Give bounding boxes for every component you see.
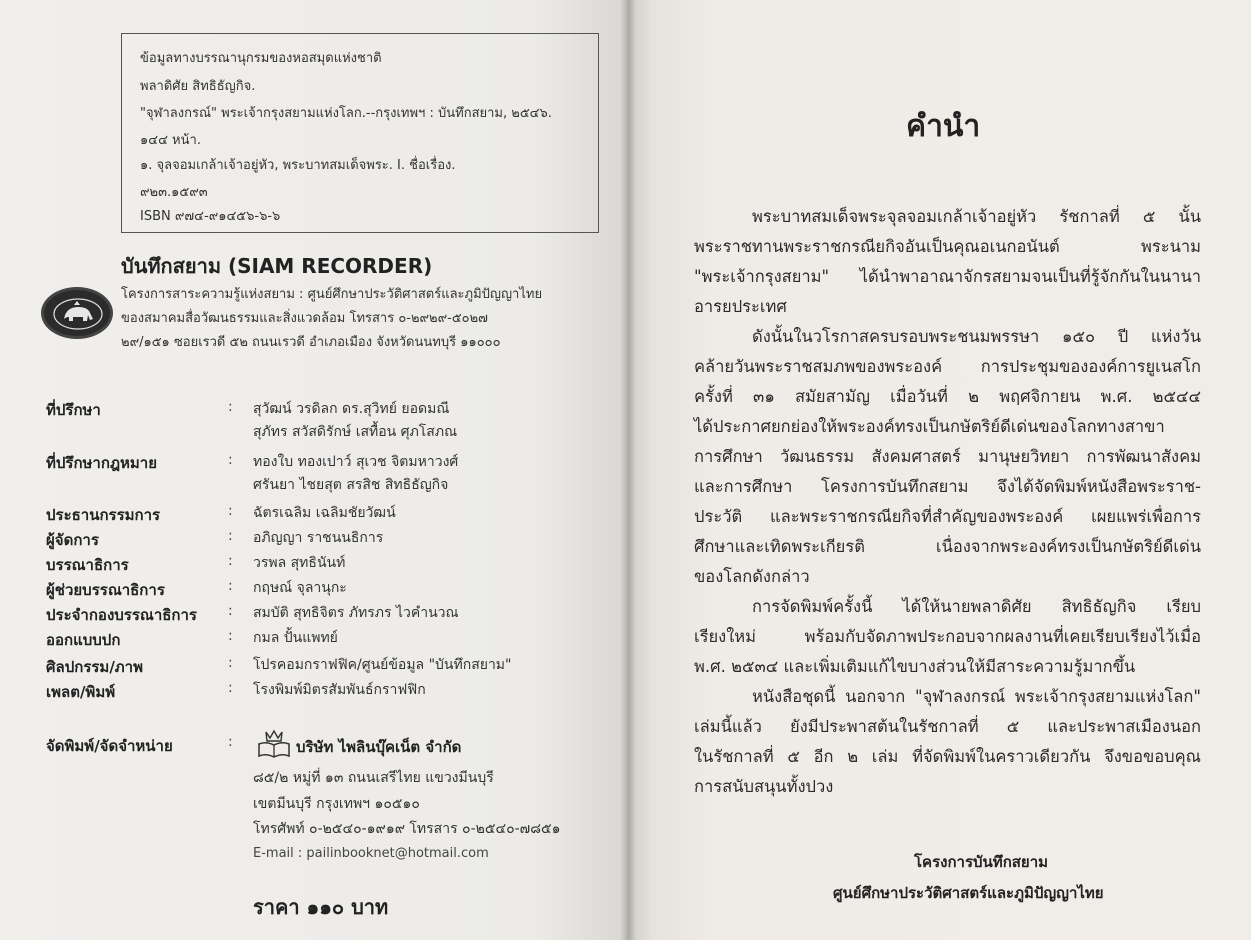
cip-classification: ๙๒๓.๑๕๙๓ bbox=[140, 185, 208, 200]
cip-isbn: ISBN ๙๗๔-๙๑๔๕๖-๖-๖ bbox=[140, 209, 281, 224]
cip-heading: ข้อมูลทางบรรณานุกรมของหอสมุดแห่งชาติ bbox=[140, 51, 382, 66]
foreword-heading: คำนำ bbox=[906, 109, 981, 144]
imprint-line-3: ๒๙/๑๕๑ ซอยเรวดี ๕๒ ถนนเรวดี อำเภอเมือง จังหวัดนนทบุรี ๑๑๐๐๐ bbox=[121, 335, 501, 350]
cip-author: พลาดิศัย สิทธิธัญกิจ. bbox=[140, 79, 256, 94]
credit-colon: : bbox=[228, 680, 233, 696]
credit-label-artwork: ศิลปกรรม/ภาพ bbox=[46, 658, 143, 676]
credit-value: สมบัติ สุทธิจิตร ภัทรภร ไวคำนวณ bbox=[253, 605, 459, 621]
credit-value: กมล ปั้นแพทย์ bbox=[253, 630, 338, 646]
credit-value: สุวัฒน์ วรดิลก ดร.สุวิทย์ ยอดมณี bbox=[253, 401, 450, 417]
credit-value: โรงพิมพ์มิตรสัมพันธ์กราฟฟิก bbox=[253, 682, 426, 698]
credit-label-editor: บรรณาธิการ bbox=[46, 556, 129, 574]
foreword-line: หนังสือชุดนี้ นอกจาก "จุฬาลงกรณ์ พระเจ้ากรุงสยามแห่งโลก" bbox=[752, 687, 1201, 706]
foreword-line: การจัดพิมพ์ครั้งนี้ ได้ให้นายพลาดิศัย สิทธิธัญกิจ เรียบ bbox=[752, 597, 1201, 616]
foreword-line: พ.ศ. ๒๕๓๔ และเพิ่มเติมแก้ไขบางส่วนให้มีสาระความรู้มากขึ้น bbox=[694, 657, 1136, 676]
price: ราคา ๑๑๐ บาท bbox=[253, 895, 389, 919]
foreword-line: ดังนั้นในวโรกาสครบรอบพระชนมพรรษา ๑๕๐ ปี แห่งวัน bbox=[752, 327, 1201, 346]
credit-value: สุภัทร สวัสดิรักษ์ เสทื้อน ศุภโสภณ bbox=[253, 424, 458, 440]
foreword-line: คล้ายวันพระราชสมภพของพระองค์ การประชุมขององค์การยูเนสโก bbox=[694, 357, 1201, 376]
foreword-line: อารยประเทศ bbox=[694, 297, 787, 316]
imprint-line-1: โครงการสาระความรู้แห่งสยาม : ศูนย์ศึกษาประวัติศาสตร์และภูมิปัญญาไทย bbox=[121, 287, 543, 302]
credit-value: โปรคอมกราฟฟิค/ศูนย์ข้อมูล "บันทึกสยาม" bbox=[253, 657, 512, 673]
foreword-line: ในรัชกาลที่ ๕ อีก ๒ เล่ม ที่จัดพิมพ์ในคราวเดียวกัน จึงขอขอบคุณ bbox=[694, 747, 1201, 766]
credit-label-advisors: ที่ปรึกษา bbox=[46, 401, 101, 419]
credit-label-editorial-staff: ประจำกองบรรณาธิการ bbox=[46, 606, 197, 624]
credit-label-cover-design: ออกแบบปก bbox=[46, 631, 121, 649]
credit-colon: : bbox=[228, 578, 233, 594]
credit-value: ทองใบ ทองเปาว์ สุเวช จิตมหาวงศ์ bbox=[253, 454, 459, 470]
foreword-line: พระบาทสมเด็จพระจุลจอมเกล้าเจ้าอยู่หัว รัชกาลที่ ๕ นั้น bbox=[752, 207, 1201, 226]
credit-value: วรพล สุทธินันท์ bbox=[253, 555, 346, 571]
credit-colon: : bbox=[228, 603, 233, 619]
credit-colon: : bbox=[228, 503, 233, 519]
credit-colon: : bbox=[228, 399, 233, 415]
foreword-line: พระราชทานพระราชกรณียกิจอันเป็นคุณอเนกอนันต์ พระนาม bbox=[694, 237, 1201, 256]
publisher-address-2: เขตมีนบุรี กรุงเทพฯ ๑๐๕๑๐ bbox=[253, 796, 420, 812]
foreword-line: การศึกษา วัฒนธรรม สังคมศาสตร์ มานุษยวิทยา การพัฒนาสังคม bbox=[694, 447, 1201, 466]
credit-value: อภิญญา ราชนนธิการ bbox=[253, 530, 384, 546]
foreword-line: ของโลกดังกล่าว bbox=[694, 567, 810, 586]
signature-project: โครงการบันทึกสยาม bbox=[914, 853, 1049, 871]
foreword-line: การสนับสนุนทั้งปวง bbox=[694, 777, 834, 796]
foreword-line: และการศึกษา โครงการบันทึกสยาม จึงได้จัดพิมพ์หนังสือพระราช- bbox=[694, 477, 1201, 496]
publisher-address-1: ๘๕/๒ หมู่ที่ ๑๓ ถนนเสรีไทย แขวงมีนบุรี bbox=[253, 770, 494, 786]
imprint-line-2: ของสมาคมสื่อวัฒนธรรมและสิ่งแวดล้อม โทรสาร ๐-๒๙๒๙-๕๐๒๗ bbox=[121, 311, 488, 326]
foreword-line: ครั้งที่ ๓๑ สมัยสามัญ เมื่อวันที่ ๒ พฤศจิกายน พ.ศ. ๒๕๔๔ bbox=[694, 387, 1201, 406]
imprint-title: บันทึกสยาม (SIAM RECORDER) bbox=[121, 254, 433, 278]
elephant-seal-icon bbox=[41, 287, 113, 339]
credit-label-legal: ที่ปรึกษากฎหมาย bbox=[46, 454, 157, 472]
credit-colon: : bbox=[228, 553, 233, 569]
publisher-email: E-mail : pailinbooknet@hotmail.com bbox=[253, 846, 489, 861]
foreword-line: เล่มนี้แล้ว ยังมีประพาสต้นในรัชกาลที่ ๕ และประพาสเมืองนอก bbox=[694, 717, 1201, 736]
book-crown-icon bbox=[256, 729, 292, 763]
credit-label-printing: เพลต/พิมพ์ bbox=[46, 683, 116, 701]
book-spine bbox=[620, 0, 636, 940]
credit-colon: : bbox=[228, 655, 233, 671]
credit-colon: : bbox=[228, 734, 233, 750]
credit-label-manager: ผู้จัดการ bbox=[46, 531, 99, 549]
credit-colon: : bbox=[228, 452, 233, 468]
cip-title: "จุฬาลงกรณ์" พระเจ้ากรุงสยามแห่งโลก.--กรุงเทพฯ : บันทึกสยาม, ๒๕๔๖. bbox=[140, 106, 552, 121]
credit-colon: : bbox=[228, 628, 233, 644]
publisher-name: บริษัท ไพลินบุ๊คเน็ต จำกัด bbox=[296, 738, 462, 756]
credit-label-publisher: จัดพิมพ์/จัดจำหน่าย bbox=[46, 737, 173, 755]
credit-colon: : bbox=[228, 528, 233, 544]
publisher-phone: โทรศัพท์ ๐-๒๕๔๐-๑๙๑๙ โทรสาร ๐-๒๕๔๐-๗๘๕๑ bbox=[253, 821, 561, 837]
signature-center: ศูนย์ศึกษาประวัติศาสตร์และภูมิปัญญาไทย bbox=[833, 884, 1104, 902]
credit-value: ฉัตรเฉลิม เฉลิมชัยวัฒน์ bbox=[253, 505, 396, 521]
credit-label-chairman: ประธานกรรมการ bbox=[46, 506, 161, 524]
foreword-line: ประวัติ และพระราชกรณียกิจที่สำคัญของพระองค์ เผยแพร่เพื่อการ bbox=[694, 507, 1201, 526]
credit-value: ศรันยา ไชยสุต สรสิช สิทธิธัญกิจ bbox=[253, 477, 449, 493]
foreword-line: เรียงใหม่ พร้อมกับจัดภาพประกอบจากผลงานที่เคยเรียบเรียงไว้เมื่อ bbox=[694, 627, 1201, 646]
foreword-line: ศึกษาและเทิดพระเกียรติ เนื่องจากพระองค์ทรงเป็นกษัตริย์ดีเด่น bbox=[694, 537, 1201, 556]
cip-pages: ๑๔๔ หน้า. bbox=[140, 133, 201, 148]
credit-label-assistant-editor: ผู้ช่วยบรรณาธิการ bbox=[46, 581, 165, 599]
foreword-line: ได้ประกาศยกย่องให้พระองค์ทรงเป็นกษัตริย์ดีเด่นของโลกทางสาขา bbox=[694, 417, 1165, 436]
cip-subject: ๑. จุลจอมเกล้าเจ้าอยู่หัว, พระบาทสมเด็จพระ. I. ชื่อเรื่อง. bbox=[140, 158, 456, 173]
credit-value: กฤษณ์ จุลานุกะ bbox=[253, 580, 347, 596]
foreword-line: "พระเจ้ากรุงสยาม" ได้นำพาอาณาจักรสยามจนเป็นที่รู้จักกันในนานา bbox=[694, 267, 1201, 286]
